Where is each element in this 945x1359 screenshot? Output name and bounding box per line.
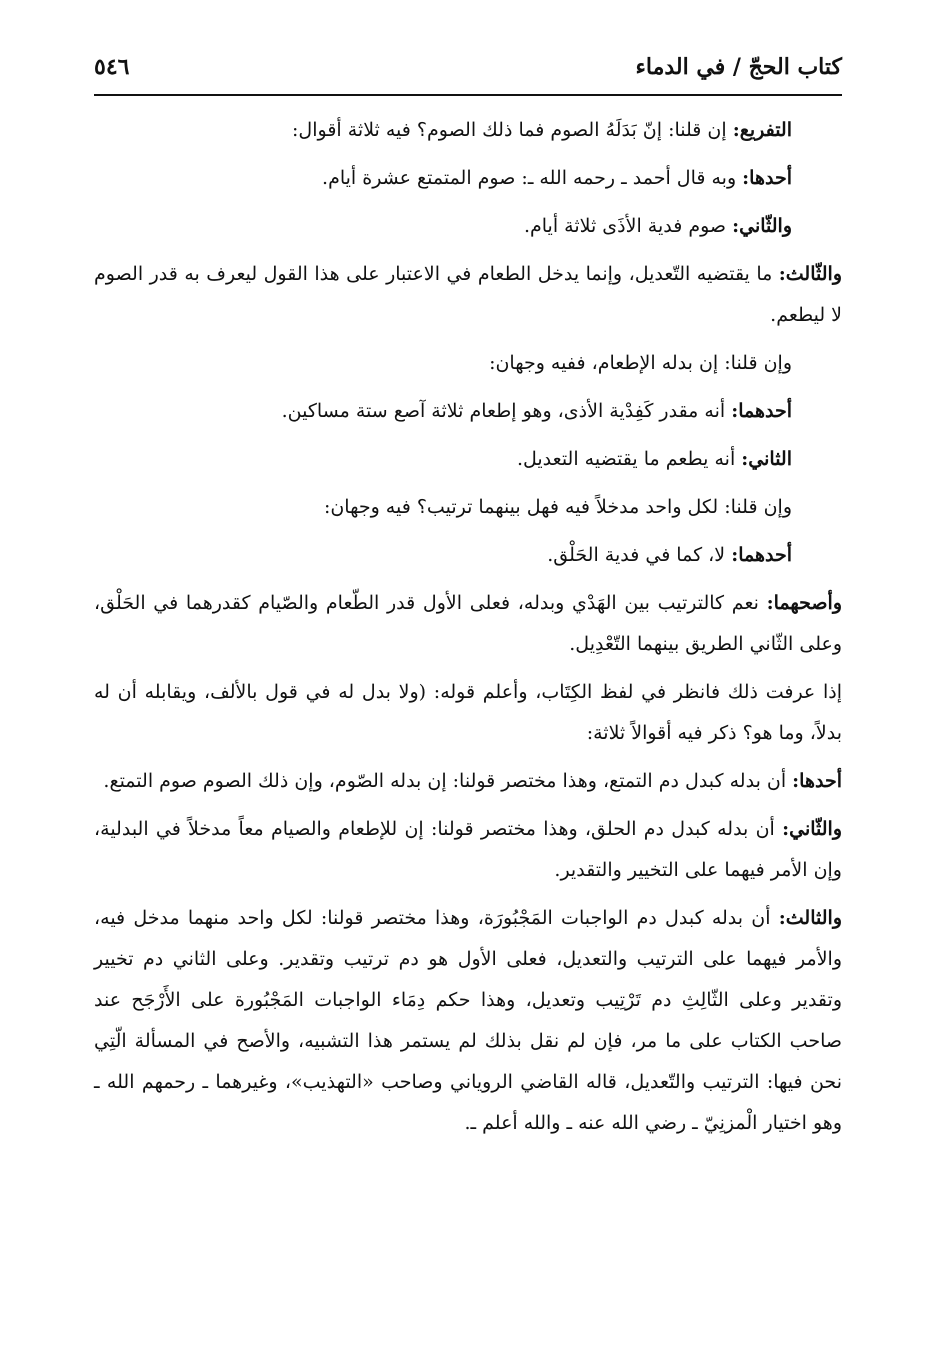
paragraph-both-case <box>94 487 842 528</box>
paragraph-second-opinion <box>94 206 842 247</box>
paragraph-label: أحدها: <box>742 167 792 189</box>
running-title: كتاب الحجّ / في الدماء <box>635 54 842 80</box>
paragraph-label: الثاني: <box>741 448 792 470</box>
paragraph-label: التفريع: <box>732 119 792 141</box>
paragraph-label: أحدهما: <box>731 544 792 566</box>
page-header <box>94 52 842 96</box>
paragraph-text: أنه يطعم ما يقتضيه التعديل. <box>516 448 742 470</box>
paragraph-text: وإن قلنا: لكل واحد مدخلاً فيه فهل بينهما ترتيب؟ فيه وجهان: <box>323 496 792 518</box>
paragraph-both-soundest <box>94 583 842 665</box>
paragraph-wording-third <box>94 898 842 1144</box>
paragraph-feeding-first <box>94 391 842 432</box>
paragraph-text: إن قلنا: إنّ بَدَلَهُ الصوم فما ذلك الصوم؟ فيه ثلاثة أقوال: <box>292 119 733 141</box>
paragraph-third-opinion <box>94 254 842 336</box>
paragraph-text: أن بدله كبدل دم التمتع، وهذا مختصر قولنا: إن بدله الصّوم، وإن ذلك الصوم صوم التمتع. <box>103 770 793 792</box>
paragraph-text: أن بدله كبدل دم الواجبات المَجْبُورَة، وهذا مختصر قولنا: لكل واحد منهما مدخل فيه، والأمر فيهما على الترتيب والتعديل، فعلى الأول هو دم ترتيب وتقدير. وعلى الثاني دم تخيير وتقدير وعلى الثّالِثِ دم تَرْتِيب وتعديل، وهذا حكم دِمَاء الواجبات المَجْبُورة على الأَرْجَح عند صاحب الكتاب على ما مر، فإن لم نقل بذلك لم يستمر هذا التشبيه، والأصح في المسألة الّتِي نحن فيها: الترتيب والتّعديل، قاله القاضي الروياني وصاحب «التهذيب»، وغيرهما ـ رحمهم الله ـ وهو اختيار الْمزنِيّ ـ رضي الله عنه ـ والله أعلم ـ. <box>94 907 842 1134</box>
paragraph-text: وإن قلنا: إن بدله الإطعام، ففيه وجهان: <box>489 352 792 374</box>
paragraph-text: ما يقتضيه التّعديل، وإنما يدخل الطعام في الاعتبار على هذا القول ليعرف به قدر الصوم لا ليطعم. <box>94 263 842 326</box>
paragraph-wording-first <box>94 761 842 802</box>
paragraph-label: أحدهما: <box>731 400 792 422</box>
paragraph-text: أن بدله كبدل دم الحلق، وهذا مختصر قولنا: إن للإطعام والصيام معاً مدخلاً في البدلية، وإن الأمر فيهما على التخيير والتقدير. <box>94 818 842 881</box>
paragraph-label: والثّاني: <box>732 215 792 237</box>
paragraph-label: والثّاني: <box>782 818 842 840</box>
paragraph-label: أحدها: <box>792 770 842 792</box>
paragraph-feeding-second <box>94 439 842 480</box>
paragraph-label: والثالث: <box>778 907 842 929</box>
paragraph-both-first <box>94 535 842 576</box>
paragraph-label: والثّالث: <box>778 263 842 285</box>
paragraph-text: إذا عرفت ذلك فانظر في لفظ الكِتَاب، وأعلم قوله: (ولا بدل له في قول بالألف، ويقابله أن له بدلاً، وما هو؟ ذكر فيه أقوالاً ثلاثة: <box>94 681 843 744</box>
page-number: ٥٤٦ <box>94 54 130 80</box>
paragraph-book-wording <box>94 672 842 754</box>
paragraph-first-opinion <box>94 158 842 199</box>
paragraph-text: أنه مقدر كَفِدْية الأذى، وهو إطعام ثلاثة آصع ستة مساكين. <box>281 400 732 422</box>
paragraph-text: وبه قال أحمد ـ رحمه الله ـ: صوم المتمتع عشرة أيام. <box>322 167 743 189</box>
paragraph-feeding-case <box>94 343 842 384</box>
body-text <box>94 110 842 1151</box>
paragraph-wording-second <box>94 809 842 891</box>
paragraph-label: وأصحهما: <box>766 592 842 614</box>
paragraph-text: صوم فدية الأذَى ثلاثة أيام. <box>523 215 733 237</box>
paragraph-text: نعم كالترتيب بين الهَدْي وبدله، فعلى الأول قدر الطّعام والصّيام كقدرهما في الحَلْق، وعلى الثّاني الطريق بينهما التّعْدِيل. <box>94 592 842 655</box>
paragraph-tafri <box>94 110 842 151</box>
paragraph-text: لا، كما في فدية الحَلْق. <box>547 544 732 566</box>
